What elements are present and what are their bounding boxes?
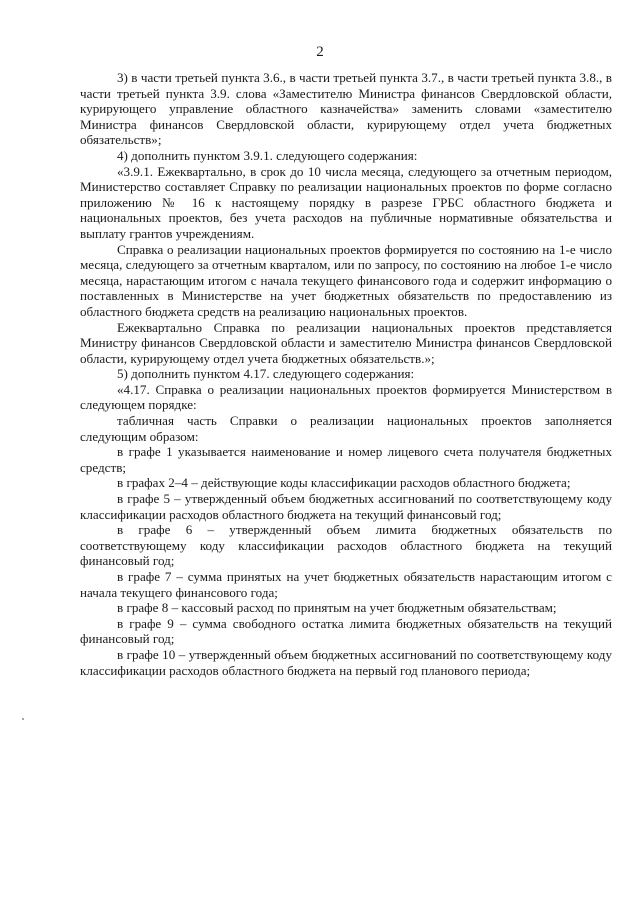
paragraph: «4.17. Справка о реализации национальных проектов формируется Министерством в следующем порядке: [80,381,612,413]
paragraph: в графе 7 – сумма принятых на учет бюджетных обязательств нарастающим итогом с начала текущего финансового года; [80,569,612,600]
paragraph: 5) дополнить пунктом 4.17. следующего содержания: [117,366,415,382]
paragraph: Ежеквартально Справка по реализации национальных проектов представляется Министру финансов Свердловской области и заместителю Министра финансов Свердловской области, курирующему отдел учета бюджетных обязательств.»; [80,319,612,366]
paragraph: 4) дополнить пунктом 3.9.1. следующего содержания: [117,147,418,163]
document-body [80,70,612,678]
paragraph: в графе 9 – сумма свободного остатка лимита бюджетных обязательств на текущий финансовый год; [80,615,612,647]
scan-speck-mark [22,718,24,720]
page-number: 2 [316,44,324,60]
paragraph: в графе 1 указывается наименование и номер лицевого счета получателя бюджетных средств; [80,444,612,475]
paragraph: Справка о реализации национальных проектов формируется по состоянию на 1-е число месяца, следующего за отчетным кварталом, или по запросу, по состоянию на любое 1-е число месяца, нарастающим итогом с начала текущего финансового года и содержит информацию о поставленных в Министерстве на учет бюджетных обязательств по предоставлению из областного бюджета средств на реализацию национальных проектов. [80,241,612,319]
paragraph: в графе 8 – кассовый расход по принятым на учет бюджетным обязательствам; [117,600,557,616]
paragraph: «3.9.1. Ежеквартально, в срок до 10 числа месяца, следующего за отчетным периодом, Министерство составляет Справку по реализации национальных проектов по форме согласно приложению № 16 к настоящему порядку в разрезе ГРБС областного бюджета и национальных проектов, без учета расходов на публичные нормативные обязательства и выплату грантов учреждениям. [80,163,612,241]
paragraph: табличная часть Справки о реализации национальных проектов заполняется следующим образом: [80,413,612,444]
paragraph: 3) в части третьей пункта 3.6., в части третьей пункта 3.7., в части третьей пункта 3.8., в части третьей пункта 3.9. слова «Заместителю Министра финансов Свердловской области, курирующего управление областного казначейства» заменить словами «заместителю Министра финансов Свердловской области, курирующему отдел учета бюджетных обязательств»; [80,70,612,148]
paragraph: в графе 10 – утвержденный объем бюджетных ассигнований по соответствующему коду классификации расходов областного бюджета на первый год планового периода; [80,646,612,678]
paragraph: в графе 6 – утвержденный объем лимита бюджетных обязательств по соответствующему коду классификации расходов областного бюджета на текущий финансовый год; [80,522,612,569]
paragraph: в графах 2–4 – действующие коды классификации расходов областного бюджета; [117,475,571,491]
paragraph: в графе 5 – утвержденный объем бюджетных ассигнований по соответствующему коду классификации расходов областного бюджета на текущий финансовый год; [80,491,612,522]
